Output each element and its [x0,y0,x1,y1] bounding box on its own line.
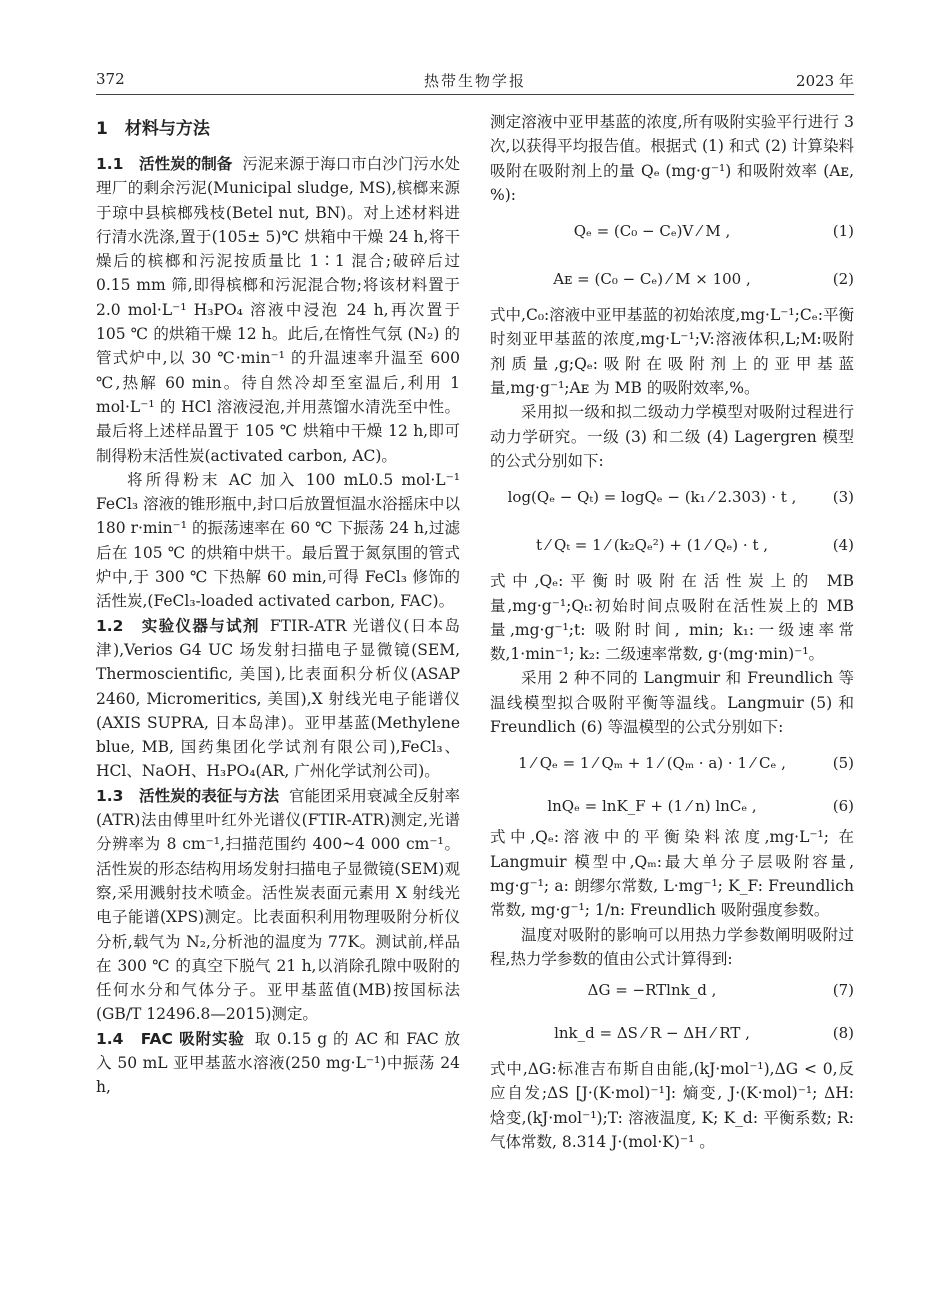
equation-body: lnQₑ = lnK_F + (1 ⁄ n) lnCₑ , [547,797,757,816]
equation-body: log(Qₑ − Qₜ) = logQₑ − (k₁ ⁄ 2.303) · t , [507,488,797,507]
equation-5 [490,739,854,787]
equation-body: Aᴇ = (C₀ − Cₑ) ⁄ M × 100 , [553,270,751,289]
paragraph-text: 污泥来源于海口市白沙门污水处理厂的剩余污泥(Municipal sludge, MS),槟榔来源于琼中县槟榔残枝(Betel nut, BN)。对上述材料进行清水洗涤,置于(105± 5)℃ 烘箱中干燥 24 h,将干燥后的槟榔和污泥按质量比 1∶1 混合;破碎后过 0.15 mm 筛,即得槟榔和污泥混合物;将该材料置于 2.0 mol·L⁻¹ H₃PO₄ 溶液中浸泡 24 h,再次置于 105 ℃ 的烘箱干燥 12 h。此后,在惰性气氛 (N₂) 的管式炉中,以 30 ℃·min⁻¹ 的升温速率升温至 600 ℃,热解 60 min。待自然冷却至室温后,利用 1 mol·L⁻¹ 的 HCl 溶液浸泡,并用蒸馏水清洗至中性。最后将上述样品置于 105 ℃ 烘箱中干燥 12 h,即可制得粉末活性炭(activated carbon, AC)。 [96,155,460,465]
paragraph-r6: 式中,Qₑ:溶液中的平衡染料浓度,mg·L⁻¹; 在 Langmuir 模型中,Qₘ:最大单分子层吸附容量, mg·g⁻¹; a: 朗缪尔常数, L·mg⁻¹; K_F: Freundlich 常数, mg·g⁻¹; 1/n: Freundlich 吸附强度参数。 [490,828,854,920]
paragraph-text: FTIR-ATR 光谱仪(日本岛津),Verios G4 UC 场发射扫描电子显微镜(SEM, Thermoscientific, 美国),比表面积分析仪(ASAP 2460, Micromeritics, 美国),X 射线光电子能谱仪(AXIS SUPRA, 日本岛津)。亚甲基蓝(Methylene blue, MB, 国药集团化学试剂有限公司),FeCl₃、HCl、NaOH、H₃PO₄(AR, 广州化学试剂公司)。 [96,616,461,781]
paragraph-1-3 [96,784,460,1027]
left-column [96,110,460,1100]
equation-7 [490,971,854,1009]
page-number: 372 [96,70,125,88]
equation-number: (2) [832,270,854,289]
paragraph-r2: 式中,C₀:溶液中亚甲基蓝的初始浓度,mg·L⁻¹;Cₑ:平衡时刻亚甲基蓝的浓度,mg·L⁻¹;V:溶液体积,L;M:吸附剂质量,g;Qₑ:吸附在吸附剂上的亚甲基蓝量,mg·g⁻¹;Aᴇ 为 MB 的吸附效率,%。 [490,306,854,398]
equation-4 [490,521,854,569]
paragraph-r8: 式中,ΔG:标准吉布斯自由能,(kJ·mol⁻¹),ΔG < 0,反应自发;ΔS [J·(K·mol)⁻¹]: 熵变, J·(K·mol)⁻¹; ΔH: 焓变,(kJ·mol⁻¹);T: 溶液温度, K; K_d: 平衡系数; R: 气体常数, 8.314 J·(mol·K)⁻¹ 。 [490,1060,854,1152]
equation-1 [490,207,854,255]
equation-number: (7) [832,980,854,999]
equation-3 [490,473,854,521]
subsection-title-1-2: 1.2 实验仪器与试剂 [96,616,260,635]
equation-body: 1 ⁄ Qₑ = 1 ⁄ Qₘ + 1 ⁄ (Qₘ · a) · 1 ⁄ Cₑ , [518,754,786,773]
equation-6 [490,787,854,825]
paragraph-1-1 [96,152,460,468]
equation-number: (4) [832,536,854,555]
paragraph-1-1b: 将所得粉末 AC 加入 100 mL0.5 mol·L⁻¹ FeCl₃ 溶液的锥形瓶中,封口后放置恒温水浴摇床中以 180 r·min⁻¹ 的振荡速率在 60 ℃ 下振荡 24 h,过滤后在 105 ℃ 的烘箱中烘干。最后置于氮氛围的管式炉中,于 300 ℃ 下热解 60 min,可得 FeCl₃ 修饰的活性炭,(FeCl₃-loaded activated carbon, FAC)。 [96,470,460,611]
publication-year: 2023 年 [796,72,854,90]
subsection-title-1-1: 1.1 活性炭的制备 [96,155,233,173]
paragraph-text: 官能团采用衰减全反射率(ATR)法由傅里叶红外光谱仪(FTIR-ATR)测定,光谱分辨率为 8 cm⁻¹,扫描范围约 400~4 000 cm⁻¹。活性炭的形态结构用场发射扫描电子显微镜(SEM)观察,采用溅射技术喷金。活性炭表面元素用 X 射线光电子能谱(XPS)测定。比表面积利用物理吸附分析仪分析,载气为 N₂,分析池的温度为 77K。测试前,样品在 300 ℃ 的真空下脱气 21 h,以消除孔隙中吸附的任何水分和气体分子。亚甲基蓝值(MB)按国标法(GB/T 12496.8—2015)测定。 [96,786,460,1024]
paragraph-text: 取 0.15 g 的 AC 和 FAC 放入 50 mL 亚甲基蓝水溶液(250 mg·L⁻¹)中振荡 24 h, [96,1029,460,1097]
equation-number: (6) [832,797,854,816]
running-header [96,66,854,95]
equation-body: Qₑ = (C₀ − Cₑ)V ⁄ M , [573,222,731,241]
paragraph-1-2 [96,614,460,784]
subsection-title-1-4: 1.4 FAC 吸附实验 [96,1029,245,1048]
equation-2 [490,255,854,303]
equation-8 [490,1009,854,1057]
equation-number: (3) [832,488,854,507]
paragraph-r4: 式中,Qₑ:平衡时吸附在活性炭上的 MB 量,mg·g⁻¹;Qₜ:初始时间点吸附在活性炭上的 MB 量,mg·g⁻¹;t: 吸附时间, min; k₁:一级速率常数,1·min⁻¹; k₂: 二级速率常数, g·(mg·min)⁻¹。 [490,572,854,664]
equation-number: (5) [832,754,854,773]
subsection-title-1-3: 1.3 活性炭的表征与方法 [96,786,279,805]
right-column [490,110,854,1154]
paragraph-r1: 测定溶液中亚甲基蓝的浓度,所有吸附实验平行进行 3 次,以获得平均报告值。根据式 (1) 和式 (2) 计算染料吸附在吸附剂上的量 Qₑ (mg·g⁻¹) 和吸附效率 (Aᴇ, %): [490,113,854,204]
paragraph-r3: 采用拟一级和拟二级动力学模型对吸附过程进行动力学研究。一级 (3) 和二级 (4) Lagergren 模型的公式分别如下: [490,403,854,470]
equation-number: (1) [832,222,854,241]
section-heading: 1 材料与方法 [96,119,210,139]
equation-body: t ⁄ Qₜ = 1 ⁄ (k₂Qₑ²) + (1 ⁄ Qₑ) · t , [535,536,769,555]
equation-body: ΔG = −RTlnk_d , [587,980,717,999]
paragraph-1-4 [96,1027,460,1100]
journal-title: 热带生物学报 [423,72,526,90]
equation-number: (8) [832,1023,854,1042]
equation-body: lnk_d = ΔS ⁄ R − ΔH ⁄ RT , [554,1023,750,1042]
paragraph-r5: 采用 2 种不同的 Langmuir 和 Freundlich 等温线模型拟合吸附平衡等温线。Langmuir (5) 和 Freundlich (6) 等温模型的公式分别如下: [490,669,854,737]
paragraph-r7: 温度对吸附的影响可以用热力学参数阐明吸附过程,热力学参数的值由公式计算得到: [490,925,854,968]
